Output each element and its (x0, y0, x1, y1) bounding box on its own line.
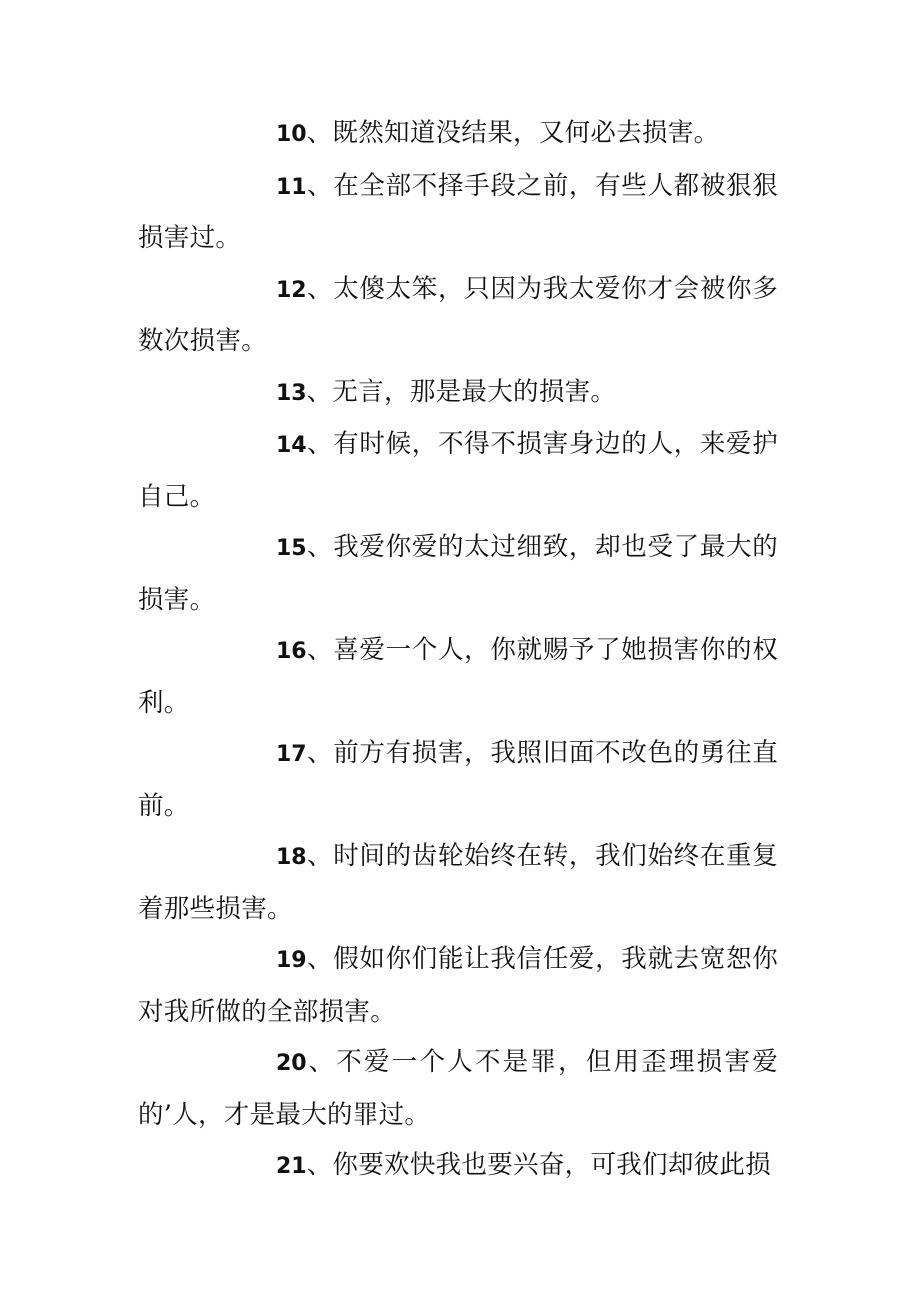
list-item (138, 367, 778, 420)
item-text: 、喜爱一个人，你就赐予了她损害你的权利。 (138, 635, 778, 718)
item-number: 14 (276, 433, 307, 458)
item-number: 19 (276, 948, 307, 973)
item-number: 11 (276, 174, 307, 200)
list-item (138, 419, 778, 522)
item-text: 、太傻太笨，只因为我太爱你才会被你多数次损害。 (138, 273, 778, 356)
item-number: 10 (276, 122, 307, 147)
item-text: 、在全部不择手段之前，有些人都被狠狠损害过。 (138, 170, 778, 253)
item-text: 、不爱一个人不是罪，但用歪理损害爱的’人，才是最大的罪过。 (138, 1047, 778, 1130)
item-text: 、时间的齿轮始终在转，我们始终在重复着那些损害。 (138, 841, 778, 924)
item-text: 、前方有损害，我照旧面不改色的勇往直前。 (138, 738, 778, 821)
item-text: 、无言，那是最大的损害。 (306, 376, 617, 407)
item-text: 、我爱你爱的太过细致，却也受了最大的损害。 (138, 532, 778, 615)
item-number: 16 (276, 639, 307, 664)
list-item (138, 625, 778, 728)
item-text: 、有时候，不得不损害身边的人，来爱护自己。 (138, 429, 778, 512)
item-number: 12 (276, 277, 307, 303)
item-number: 20 (276, 1051, 307, 1076)
item-number: 18 (276, 845, 307, 870)
list-item (138, 728, 778, 831)
item-text: 、假如你们能让我信任爱，我就去宽恕你对我所做的全部损害。 (138, 944, 778, 1027)
list-item (138, 934, 778, 1037)
list-item (138, 1037, 778, 1140)
list-item (138, 108, 778, 161)
item-text: 、你要欢快我也要兴奋，可我们却彼此损 (306, 1150, 772, 1180)
list-item (138, 522, 778, 625)
quote-list (138, 108, 778, 1193)
item-number: 17 (276, 742, 307, 767)
item-number: 13 (276, 380, 307, 406)
item-number: 21 (276, 1154, 307, 1179)
list-item (138, 264, 778, 367)
list-item (138, 1140, 778, 1193)
list-item (138, 831, 778, 934)
list-item (138, 161, 778, 264)
item-number: 15 (276, 536, 307, 561)
item-text: 、既然知道没结果，又何必去损害。 (306, 118, 720, 148)
